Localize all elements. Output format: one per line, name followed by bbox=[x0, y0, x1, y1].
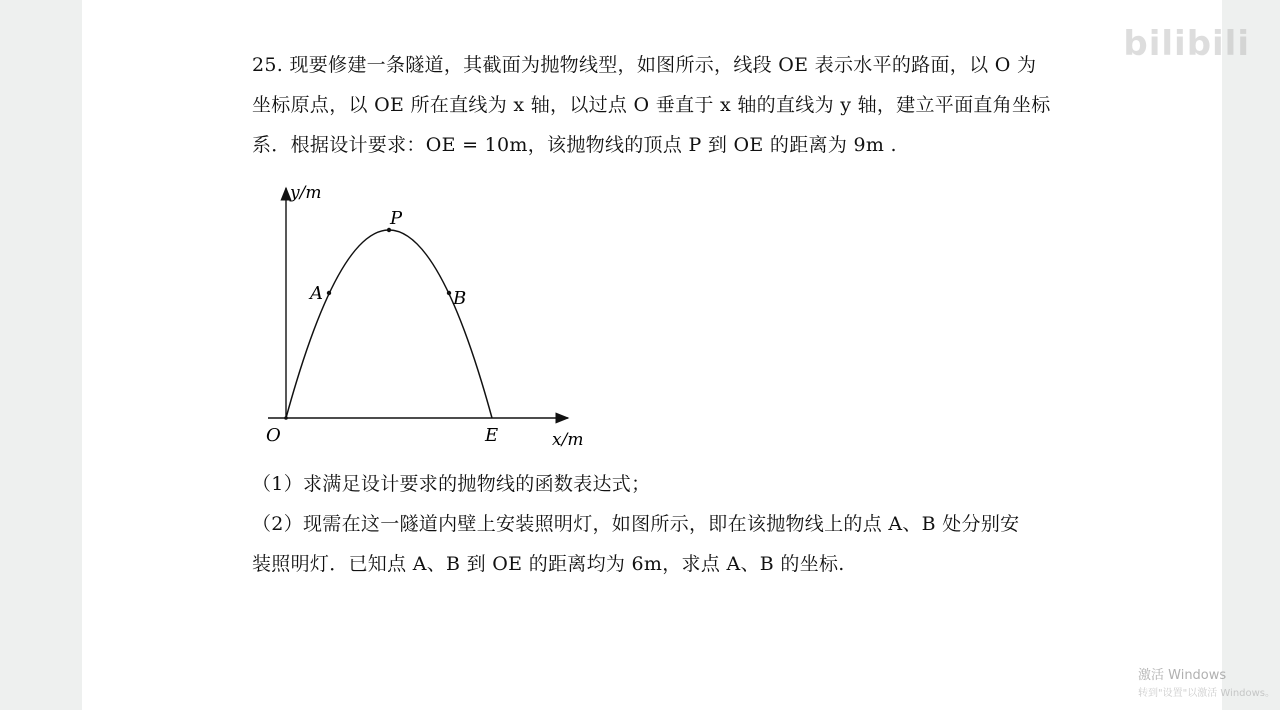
activate-windows-title: 激活 Windows bbox=[1138, 668, 1227, 683]
p-label: P bbox=[390, 208, 403, 229]
parabola-curve bbox=[286, 230, 492, 418]
problem-line-2: 坐标原点，以 OE 所在直线为 x 轴，以过点 O 垂直于 x 轴的直线为 y 轴，建立平面直角坐标 bbox=[252, 94, 1051, 116]
parabola-figure bbox=[250, 178, 600, 453]
point-o bbox=[284, 416, 288, 420]
x-axis-label: x/m bbox=[552, 430, 584, 450]
e-label: E bbox=[485, 425, 499, 446]
parabola-diagram bbox=[250, 178, 600, 453]
a-label: A bbox=[310, 283, 323, 304]
origin-label: O bbox=[266, 425, 281, 446]
point-a bbox=[327, 291, 331, 295]
b-label: B bbox=[453, 288, 467, 309]
bilibili-watermark: bilibili bbox=[1123, 24, 1250, 64]
point-b bbox=[447, 291, 451, 295]
y-axis-label: y/m bbox=[290, 183, 322, 203]
activate-windows-subtitle: 转到"设置"以激活 Windows。 bbox=[1138, 688, 1276, 699]
question-1: （1）求满足设计要求的抛物线的函数表达式； bbox=[252, 473, 651, 495]
problem-line-1: 25. 现要修建一条隧道，其截面为抛物线型，如图所示，线段 OE 表示水平的路面，以 O 为 bbox=[252, 54, 1037, 76]
problem-line-3: 系．根据设计要求：OE = 10m，该抛物线的顶点 P 到 OE 的距离为 9m . bbox=[252, 134, 897, 156]
question-2-line-2: 装照明灯．已知点 A、B 到 OE 的距离均为 6m，求点 A、B 的坐标. bbox=[252, 553, 845, 575]
question-2-line-1: （2）现需在这一隧道内壁上安装照明灯，如图所示，即在该抛物线上的点 A、B 处分别安 bbox=[252, 513, 1020, 535]
